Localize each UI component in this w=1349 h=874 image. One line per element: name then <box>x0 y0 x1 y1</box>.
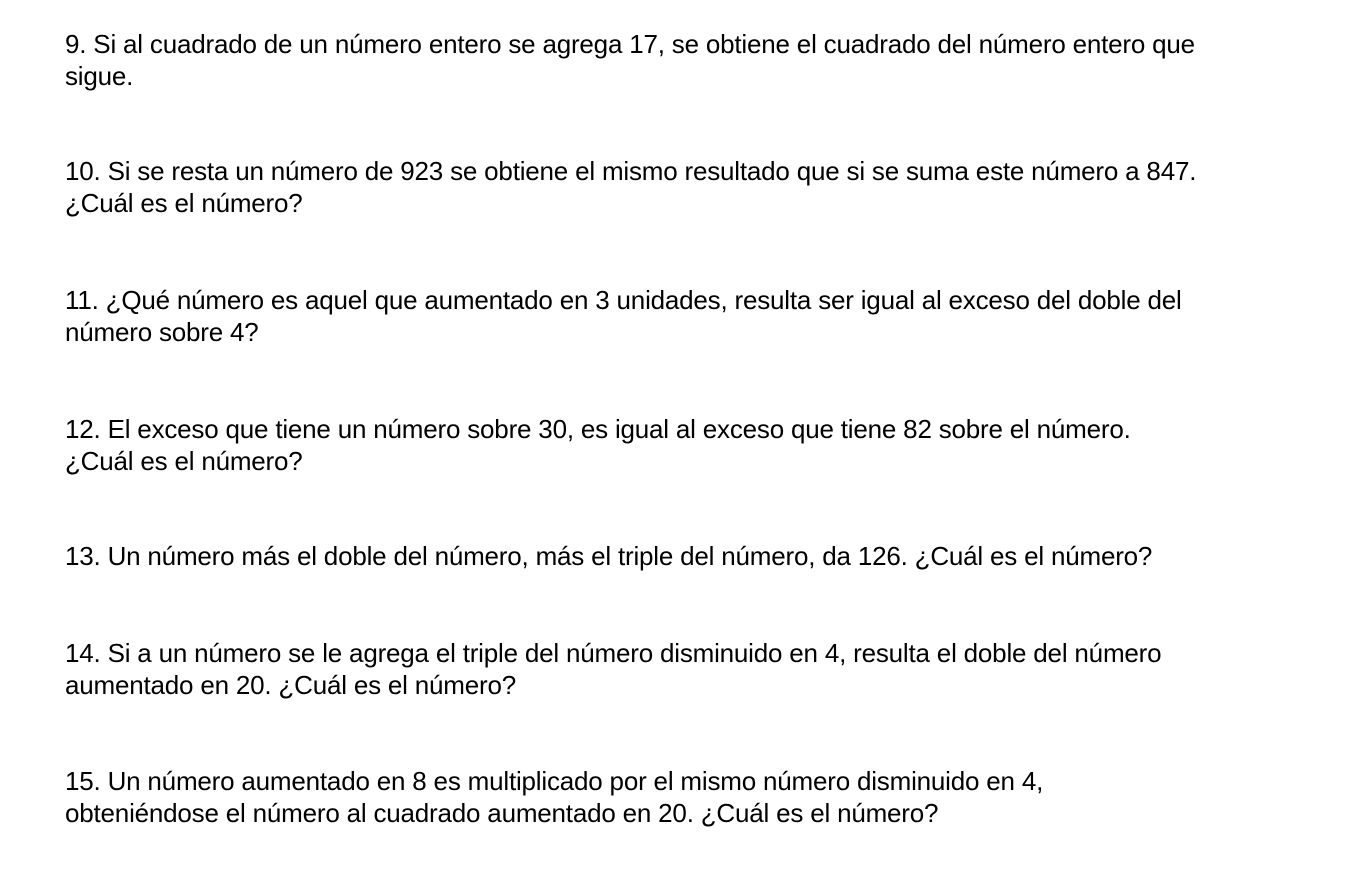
problem-15-line-2: obteniéndose el número al cuadrado aumentado en 20. ¿Cuál es el número? <box>65 798 939 828</box>
problem-10-line-1: 10. Si se resta un número de 923 se obtiene el mismo resultado que si se suma este número a 847. <box>65 156 1197 186</box>
problem-15-line-1: 15. Un número aumentado en 8 es multiplicado por el mismo número disminuido en 4, <box>65 766 1044 796</box>
problem-14-line-2: aumentado en 20. ¿Cuál es el número? <box>65 670 516 700</box>
problem-10-line-2: ¿Cuál es el número? <box>65 188 303 218</box>
problem-14 <box>65 637 1325 701</box>
problem-14-line-1: 14. Si a un número se le agrega el triple del número disminuido en 4, resulta el doble del número <box>65 638 1162 668</box>
problem-11-line-2: número sobre 4? <box>65 317 259 347</box>
problem-11 <box>65 284 1325 348</box>
problem-12-line-2: ¿Cuál es el número? <box>65 446 303 476</box>
problem-9-line-2: sigue. <box>65 61 134 91</box>
problem-10 <box>65 155 1325 219</box>
problem-12-line-1: 12. El exceso que tiene un número sobre 30, es igual al exceso que tiene 82 sobre el número. <box>65 414 1131 444</box>
problem-11-line-1: 11. ¿Qué número es aquel que aumentado en 3 unidades, resulta ser igual al exceso del doble del <box>65 285 1182 315</box>
problem-12 <box>65 413 1325 477</box>
problem-13-line-1: 13. Un número más el doble del número, más el triple del número, da 126. ¿Cuál es el número? <box>65 541 1153 571</box>
problem-9 <box>65 28 1325 92</box>
problem-15 <box>65 765 1325 829</box>
problem-9-line-1: 9. Si al cuadrado de un número entero se agrega 17, se obtiene el cuadrado del número entero que <box>65 29 1195 59</box>
problem-13 <box>65 540 1325 572</box>
